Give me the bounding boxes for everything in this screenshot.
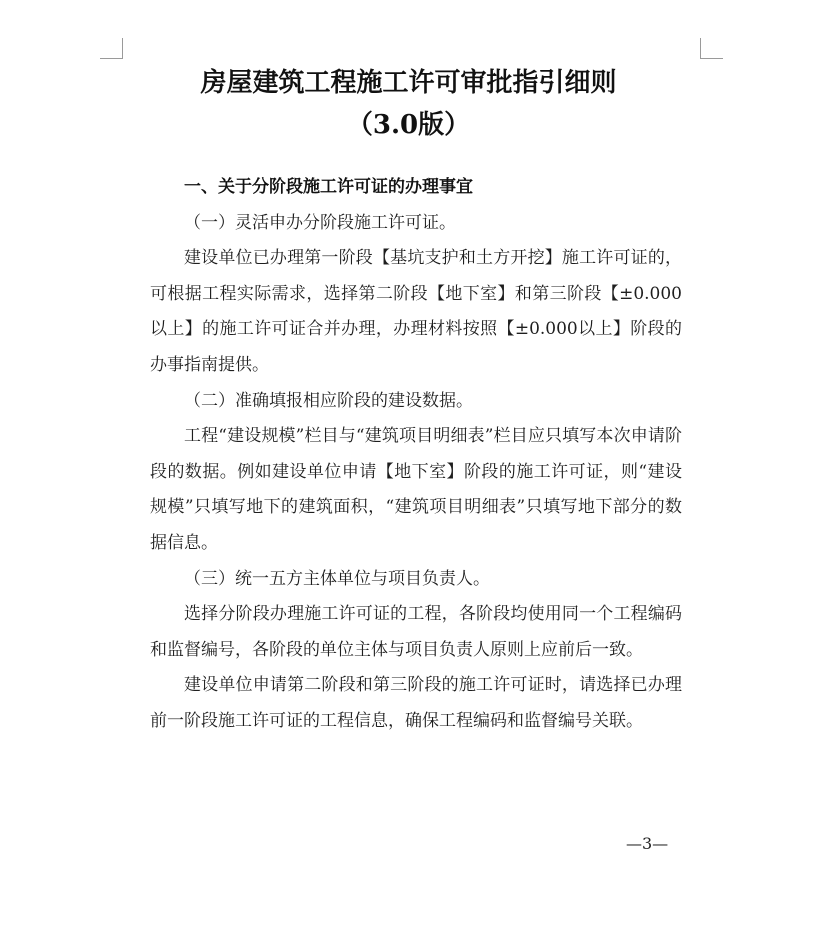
section-heading: 一、关于分阶段施工许可证的办理事宜 — [184, 177, 473, 197]
paragraph-2: 工程“建设规模”栏目与“建筑项目明细表”栏目应只填写本次申请阶段的数据。例如建设单位申请【地下室】阶段的施工许可证，则“建设规模”只填写地下的建筑面积，“建筑项目明细表”只填写地下部分的数据信息。 — [150, 426, 682, 553]
document-title: 房屋建筑工程施工许可审批指引细则 — [200, 68, 617, 98]
document-body — [150, 170, 682, 740]
crop-mark-top-left — [100, 38, 123, 59]
crop-mark-top-right — [700, 38, 723, 59]
paragraph-1: 建设单位已办理第一阶段【基坑支护和土方开挖】施工许可证的，可根据工程实际需求，选择第二阶段【地下室】和第三阶段【±0.000以上】的施工许可证合并办理，办理材料按照【±0.000以上】阶段的办事指南提供。 — [150, 248, 682, 375]
subsection-heading-1: （一）灵活申办分阶段施工许可证。 — [184, 212, 456, 233]
paragraph-3: 选择分阶段办理施工许可证的工程，各阶段均使用同一个工程编码和监督编号，各阶段的单位主体与项目负责人原则上应前后一致。 — [150, 604, 682, 660]
page-number: —3— — [626, 834, 669, 853]
document-version: （3.0版） — [346, 110, 471, 140]
subsection-heading-2: （二）准确填报相应阶段的建设数据。 — [184, 390, 473, 411]
paragraph-4: 建设单位申请第二阶段和第三阶段的施工许可证时，请选择已办理前一阶段施工许可证的工程信息，确保工程编码和监督编号关联。 — [150, 675, 682, 731]
subsection-heading-3: （三）统一五方主体单位与项目负责人。 — [184, 568, 490, 589]
